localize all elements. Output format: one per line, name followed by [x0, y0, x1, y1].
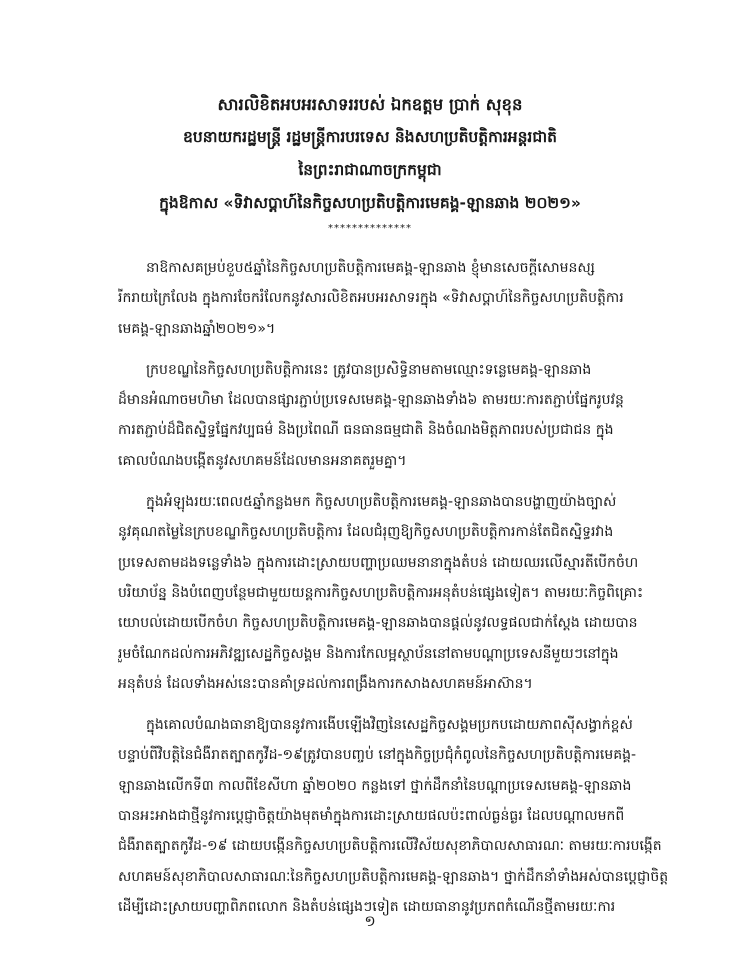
heading-kingdom: នៃព្រះរាជាណាចក្រកម្ពុជា	[298, 161, 442, 179]
paragraph-line: ឡានឆាងលើកទី៣ កាលពីខែសីហា ឆ្នាំ២០២០ កន្លងទៅ ថ្នាក់ដឹកនាំនៃបណ្តាប្រទេសមេគង្គ-ឡានឆាង	[118, 777, 632, 794]
paragraph-line: ក្នុងអំឡុងរយៈពេល៥ឆ្នាំកន្លងមក កិច្ចសហប្រតិបត្តិការមេគង្គ-ឡានឆាងបានបង្ហាញយ៉ាងច្បាស់	[146, 494, 617, 511]
paragraph-line: ក្របខណ្ឌនៃកិច្ចសហប្រតិបត្តិការនេះ ត្រូវបានប្រសិទ្ធិនាមតាមឈ្មោះទន្លេមេគង្គ-ឡានឆាង	[146, 361, 592, 378]
paragraph-line: ដើម្បីដោះស្រាយបញ្ហាពិភពលោក និងតំបន់ផ្សេងៗទៀត ដោយធានានូវប្រភពកំណើនថ្មីតាមរយៈការ	[118, 898, 616, 915]
paragraph-4	[118, 710, 686, 922]
paragraph-line: ប្រទេសតាមដងទន្លេទាំង៦ ក្នុងការដោះស្រាយបញ្ហាប្រឈមនានាក្នុងតំបន់ ដោយឈរលើស្មារតីបើកចំហ	[118, 554, 639, 571]
paragraph-line: អនុតំបន់ ដែលទាំងអស់នេះបានគាំទ្រដល់ការពង្រឹងការកសាងសហគមន៍អាស៊ាន។	[118, 675, 533, 692]
paragraph-line: មេគង្គ-ឡានឆាងឆ្នាំ២០២១»។	[118, 320, 276, 337]
paragraph-line: បានអះអាងជាថ្មីនូវការប្តេជ្ញាចិត្តយ៉ាងមុតមាំក្នុងការដោះស្រាយផលប៉ះពាល់ធ្ងន់ធ្ងរ ដែលបណ្តាលមកពី	[118, 808, 625, 825]
page-number: ១	[364, 912, 376, 930]
paragraph-line: នាឱកាសគម្រប់ខួប៥ឆ្នាំនៃកិច្ចសហប្រតិបត្តិការមេគង្គ-ឡានឆាង ខ្ញុំមានសេចក្តីសោមនស្ស	[146, 260, 595, 276]
heading-separator: **************	[328, 223, 412, 234]
heading-occasion: ក្នុងឱកាស «ទិវាសប្តាហ៍នៃកិច្ចសហប្រតិបត្តិការមេគង្គ-ឡានឆាង ២០២១»	[159, 194, 581, 212]
paragraph-line: ជំងឺរាតត្បាតកូវីដ-១៩ ដោយបង្កើនកិច្ចសហប្រតិបត្តិការលើវិស័យសុខាភិបាលសាធារណៈ តាមរយៈការបង្កើត	[118, 838, 662, 855]
heading-title: សារលិខិតអបអរសាទររបស់ ឯកឧត្តម ប្រាក់ សុខុន	[217, 95, 523, 114]
paragraph-line: ការតភ្ជាប់ដ៏ជិតស្និទ្ធផ្នែកវប្បធម៌ និងប្រពៃណី ធនធានធម្មជាតិ និងចំណងមិត្តភាពរបស់ប្រជាជន ក្នុង	[118, 422, 614, 439]
heading-minister-title: ឧបនាយករដ្ឋមន្ត្រី រដ្ឋមន្ត្រីការបរទេស និងសហប្រតិបត្តិការអន្តរជាតិ	[183, 128, 557, 146]
paragraph-2	[118, 355, 686, 476]
paragraph-line: សហគមន៍សុខាភិបាលសាធារណៈនៃកិច្ចសហប្រតិបត្តិការមេគង្គ-ឡានឆាង។ ថ្នាក់ដឹកនាំទាំងអស់បានប្តេជ្ញាចិត្ត	[118, 868, 669, 885]
paragraph-line: រួមចំណែកដល់ការអភិវឌ្ឍសេដ្ឋកិច្ចសង្គម និងការកែលម្អស្ថាប័ននៅតាមបណ្តាប្រទេសនីមួយៗនៅក្នុង	[118, 645, 619, 662]
letter-body	[118, 253, 686, 933]
paragraph-line: បន្ទាប់ពីវិបត្តិនៃជំងឺរាតត្បាតកូវីដ-១៩ត្រូវបានបញ្ចប់ នៅក្នុងកិច្ចប្រជុំកំពូលនៃកិច្ចសហប្រតិបត្តិការមេគង្គ-	[118, 747, 637, 764]
paragraph-3	[118, 487, 686, 699]
paragraph-line: យោបល់ដោយបើកចំហ កិច្ចសហប្រតិបត្តិការមេគង្គ-ឡានឆាងបានផ្តល់នូវលទ្ធផលជាក់ស្តែង ដោយបាន	[118, 615, 638, 632]
paragraph-line: នូវគុណតម្លៃនៃក្របខណ្ឌកិច្ចសហប្រតិបត្តិការ ដែលជំរុញឱ្យកិច្ចសហប្រតិបត្តិការកាន់តែជិតស្និទ្ធរវាង	[118, 524, 614, 541]
letter-heading	[60, 88, 680, 236]
paragraph-line: បរិយាប័ន្ន និងបំពេញបន្ថែមជាមួយយន្តការកិច្ចសហប្រតិបត្តិការអនុតំបន់ផ្សេងទៀត។ តាមរយៈកិច្ចពិគ្រោះ	[118, 584, 644, 601]
paragraph-line: គោលបំណងបង្កើតនូវសហគមន៍ដែលមានអនាគតរួមគ្នា។	[118, 452, 407, 469]
paragraph-line: ដ៏មានអំណាចមហិមា ដែលបានផ្សារភ្ជាប់ប្រទេសមេគង្គ-ឡានឆាងទាំង៦ តាមរយៈការតភ្ជាប់ផ្នែករូបវន្ត	[118, 392, 624, 409]
paragraph-1	[118, 253, 686, 344]
paragraph-line: ក្នុងគោលបំណងធានាឱ្យបាននូវការងើបឡើងវិញនៃសេដ្ឋកិច្ចសង្គមប្រកបដោយភាពស៊ីសង្វាក់ខ្ពស់	[146, 717, 633, 734]
paragraph-line: រីករាយក្រៃលែង ក្នុងការចែករំលែកនូវសារលិខិតអបអរសាទរក្នុង «ទិវាសប្តាហ៍នៃកិច្ចសហប្រតិបត្តិការ	[118, 290, 624, 307]
